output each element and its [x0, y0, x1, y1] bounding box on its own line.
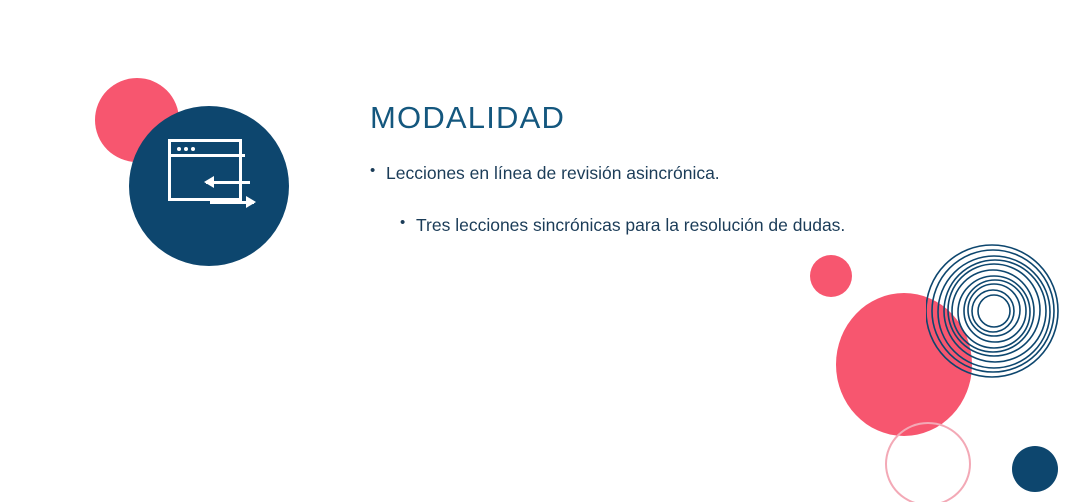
small-pink-circle	[810, 255, 852, 297]
list-item: • Tres lecciones sincrónicas para la resolución de dudas.	[370, 212, 1010, 238]
window-dot-icon	[177, 147, 181, 151]
window-titlebar	[171, 142, 245, 157]
window-dot-icon	[191, 147, 195, 151]
icon-cluster	[90, 72, 300, 267]
navy-dot-circle	[1012, 446, 1058, 492]
concentric-rings	[926, 243, 1062, 379]
pink-outline-circle	[885, 422, 971, 502]
exchange-arrows-icon	[206, 167, 256, 217]
list-item: • Lecciones en línea de revisión asincrónica.	[370, 160, 1010, 186]
bullet-list	[370, 160, 1010, 239]
window-dot-icon	[184, 147, 188, 151]
content-block	[370, 100, 1010, 265]
page-title: MODALIDAD	[370, 100, 566, 135]
browser-window-exchange-icon	[168, 139, 252, 217]
arrow-right-head	[246, 196, 256, 208]
arrow-left-head	[204, 176, 214, 188]
